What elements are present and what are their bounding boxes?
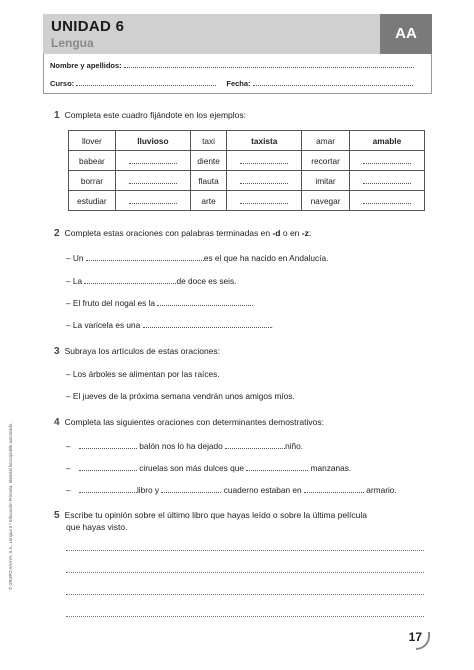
ex2-sentence-1 xyxy=(66,252,328,263)
table-cell: taxi xyxy=(190,131,226,151)
level-badge: AA xyxy=(380,14,432,54)
writing-line[interactable] xyxy=(66,616,424,617)
blank-field[interactable] xyxy=(246,462,308,471)
blank-field[interactable] xyxy=(157,297,254,308)
table-row xyxy=(69,131,425,151)
writing-line[interactable] xyxy=(66,572,424,573)
suffix-d: -d xyxy=(272,228,281,238)
sentence-text: balón nos lo ha dejado xyxy=(139,441,223,451)
exercise-3-instruction xyxy=(54,346,220,357)
answer-cell[interactable] xyxy=(115,151,190,171)
sentence-text: . xyxy=(270,320,273,330)
exercise-4-number: 4 xyxy=(54,417,60,428)
sentence-text: armario. xyxy=(366,485,397,495)
course-field[interactable] xyxy=(76,78,216,86)
header-band xyxy=(43,14,432,54)
table-cell-example: taxista xyxy=(227,131,302,151)
exercise-3-text: Subraya los artículos de estas oraciones: xyxy=(64,346,221,356)
sentence-text: ciruelas son más dulces que xyxy=(139,463,244,473)
exercise-4-text: Completa las siguientes oraciones con determinantes demostrativos: xyxy=(64,417,324,427)
answer-cell[interactable] xyxy=(227,191,302,211)
exercise-1-instruction xyxy=(54,110,246,121)
answer-cell[interactable] xyxy=(349,171,424,191)
page-corner-curve xyxy=(416,632,430,650)
ex4-sentence-3 xyxy=(66,484,397,495)
exercise-5-instruction xyxy=(54,510,367,521)
writing-line[interactable] xyxy=(66,594,424,595)
exercise-1-number: 1 xyxy=(54,110,60,121)
blank-field[interactable] xyxy=(79,484,137,493)
sentence-text: niño. xyxy=(285,441,304,451)
ex2-sentence-3 xyxy=(66,297,254,308)
name-field[interactable] xyxy=(124,60,414,68)
blank-field[interactable] xyxy=(304,484,364,493)
sentence-text: libro y xyxy=(136,485,160,495)
exercise-5-text-continued: que hayas visto. xyxy=(66,522,128,532)
blank-field[interactable] xyxy=(225,440,285,449)
copyright-note: © GRUPO ANAYA, S.A., Lengua 5.º Educación Primaria. Material fotocopiable autorizado. xyxy=(8,422,13,590)
table-cell: llover xyxy=(69,131,116,151)
exercise-2-text-mid: o en xyxy=(280,228,302,238)
table-cell: amar xyxy=(302,131,350,151)
ex4-sentence-1 xyxy=(66,440,303,451)
table-cell: recortar xyxy=(302,151,350,171)
answer-cell[interactable] xyxy=(115,191,190,211)
table-cell: borrar xyxy=(69,171,116,191)
exercise-3-number: 3 xyxy=(54,346,60,357)
answer-cell[interactable] xyxy=(227,151,302,171)
ex4-sentence-2 xyxy=(66,462,351,473)
exercise-2-colon: : xyxy=(308,228,312,238)
dash: – xyxy=(66,485,71,495)
exercise-1-text: Completa este cuadro fijándote en los ejemplos: xyxy=(64,110,247,120)
answer-cell[interactable] xyxy=(227,171,302,191)
dash: – xyxy=(66,441,71,451)
table-row xyxy=(69,151,425,171)
sentence-text: – Un xyxy=(66,253,84,263)
sentence-text: – La varicela es una xyxy=(66,320,141,330)
suffix-z: -z xyxy=(301,228,309,238)
table-cell: flauta xyxy=(190,171,226,191)
blank-field[interactable] xyxy=(84,275,176,284)
table-row xyxy=(69,171,425,191)
date-label: Fecha: xyxy=(226,79,251,88)
ex3-sentence-2[interactable]: – El jueves de la próxima semana vendrán unos amigos míos. xyxy=(66,391,295,401)
course-date-row xyxy=(50,78,413,88)
ex2-sentence-4 xyxy=(66,319,273,330)
name-field-row xyxy=(50,60,414,70)
date-field[interactable] xyxy=(253,78,413,86)
table-cell: diente xyxy=(190,151,226,171)
blank-field[interactable] xyxy=(143,319,271,328)
sentence-text: es el que ha nacido en Andalucía. xyxy=(203,253,329,263)
blank-field[interactable] xyxy=(86,252,204,261)
table-cell: babear xyxy=(69,151,116,171)
exercise-5-text: Escribe tu opinión sobre el último libro que hayas leído o sobre la última película xyxy=(64,510,367,520)
page-number: 17 xyxy=(408,630,422,644)
table-cell: navegar xyxy=(302,191,350,211)
exercise-2-text: Completa estas oraciones con palabras terminadas en xyxy=(64,228,273,238)
table-cell: arte xyxy=(190,191,226,211)
sentence-text: de doce es seis. xyxy=(176,276,237,286)
table-row xyxy=(69,191,425,211)
worksheet-header xyxy=(43,14,432,88)
table-cell: imitar xyxy=(302,171,350,191)
unit-title: UNIDAD 6 xyxy=(51,18,125,35)
answer-cell[interactable] xyxy=(349,151,424,171)
table-cell: estudiar xyxy=(69,191,116,211)
exercise-5-number: 5 xyxy=(54,510,60,521)
answer-cell[interactable] xyxy=(115,171,190,191)
ex3-sentence-1[interactable]: – Los árboles se alimentan por las raíces. xyxy=(66,369,220,379)
sentence-text: manzanas. xyxy=(310,463,352,473)
exercise-4-instruction xyxy=(54,417,324,428)
table-cell-example: amable xyxy=(349,131,424,151)
sentence-text: – La xyxy=(66,276,83,286)
writing-line[interactable] xyxy=(66,550,424,551)
table-cell-example: lluvioso xyxy=(115,131,190,151)
exercise-2-number: 2 xyxy=(54,228,60,239)
course-label: Curso: xyxy=(50,79,75,88)
student-fields xyxy=(43,54,432,94)
sentence-text: – El fruto del nogal es la xyxy=(66,298,156,308)
sentence-text: . xyxy=(251,298,254,308)
exercise-2-instruction xyxy=(54,228,311,239)
blank-field[interactable] xyxy=(79,462,137,471)
answer-cell[interactable] xyxy=(349,191,424,211)
blank-field[interactable] xyxy=(161,484,221,493)
subject-title: Lengua xyxy=(51,36,94,50)
dash: – xyxy=(66,463,71,473)
name-label: Nombre y apellidos: xyxy=(50,61,122,70)
sentence-text: cuaderno estaban en xyxy=(223,485,302,495)
ex2-sentence-2 xyxy=(66,275,236,286)
blank-field[interactable] xyxy=(79,440,137,449)
word-table xyxy=(68,130,425,211)
